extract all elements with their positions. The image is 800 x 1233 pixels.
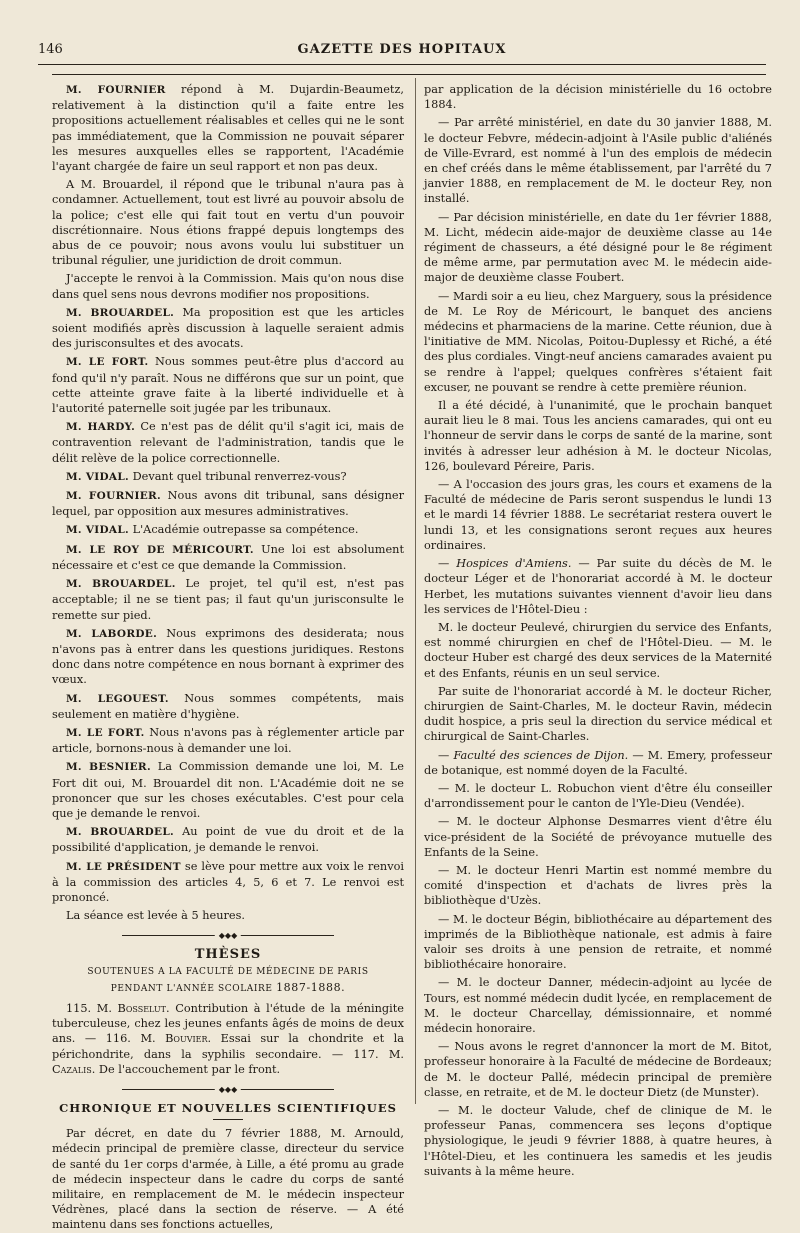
paragraph: M. VIDAL. L'Académie outrepasse sa compétence. [66, 523, 359, 537]
section-ornament: ◆◆◆ [52, 931, 404, 940]
paragraph: M. BROUARDEL. Au point de vue du droit et de la possibilité d'application, je demande le renvoi. [52, 825, 405, 855]
speaker: M. LE FORT. [66, 726, 145, 739]
paragraph: M. LE FORT. Nous sommes peut-être plus d'accord au fond qu'il n'y paraît. Nous ne différons que sur un point, que cette atteinte grave faite à la liberté individuelle et à l'autorité paternelle soit jugée par les tribunaux. [52, 355, 404, 416]
paragraph: Il a été décidé, à l'unanimité, que le prochain banquet aurait lieu le 8 mai. Tous les anciens camarades, qui ont eu l'honneur de servir dans le corps de santé de la marine, sont invités à adresser leur adhésion à M. le docteur Nicolas, 126, boulevard Péreire, Paris. [424, 399, 772, 473]
paragraph: — Hospices d'Amiens. — Par suite du décès de M. le docteur Léger et de l'honorariat accordé à M. le docteur Herbet, les mutations suivantes viennent d'avoir lieu dans les services de l'Hôtel-Dieu : [424, 557, 772, 616]
paragraph: — M. le docteur Bégin, bibliothécaire au département des imprimés de la Bibliothèque nationale, est admis à faire valoir ses droits à une pension de retraite, et nommé bibliothécaire honoraire. [424, 912, 772, 972]
speaker: M. VIDAL. [66, 470, 129, 483]
theses-subtitle-2: PENDANT L'ANNÉE SCOLAIRE 1887-1888. [110, 980, 346, 994]
paragraph: M. BROUARDEL. Le projet, tel qu'il est, n'est pas acceptable; il ne se tient pas; il faut qu'un jurisconsulte le remette sur pied. [52, 577, 404, 622]
paragraph: J'accepte le renvoi à la Commission. Mais qu'on nous dise dans quel sens nous devrons modifier nos propositions. [52, 272, 404, 301]
paragraph: M. LEGOUEST. Nous sommes compétents, mais seulement en matière d'hygiène. [52, 691, 404, 721]
theses-subtitle: SOUTENUES A LA FACULTÉ DE MÉDECINE DE PARIS [87, 966, 369, 977]
theses-list: 115. M. Bosselut. Contribution à l'étude de la méningite tuberculeuse, chez les jeunes enfants âgés de moins de deux ans. — 116. M. Bouvier. Essai sur la chondrite et la périchondrite, dans la syphilis secondaire. — 117. M. Cazalis. De l'accouchement par le front. [52, 1001, 404, 1076]
column-divider [415, 78, 416, 1104]
paragraph: M. BROUARDEL. Ma proposition est que les articles soient modifiés après discussion à laquelle seraient admis des jurisconsultes et des avocats. [52, 305, 404, 351]
speaker: M. BROUARDEL. [66, 826, 174, 839]
paragraph: — M. le docteur L. Robuchon vient d'être élu conseiller d'arrondissement pour le canton de l'Yle-Dieu (Vendée). [424, 781, 772, 811]
item-heading: Hospices d'Amiens. [456, 557, 572, 571]
paragraph: M. LE PRÉSIDENT se lève pour mettre aux voix le renvoi à la commission des articles 4, 5, 6 et 7. Le renvoi est prononcé. [52, 859, 404, 904]
speaker: M. LEGOUEST. [66, 692, 169, 705]
speaker: M. LABORDE. [66, 627, 158, 640]
paragraph: par application de la décision ministérielle du 16 octobre 1884. [424, 83, 772, 112]
page-header [38, 40, 766, 65]
paragraph: — Par arrêté ministériel, en date du 30 janvier 1888, M. le docteur Febvre, médecin-adjoint à l'Asile public d'aliénés de Ville-Evrard, est nommé à l'un des emplois de médecin en chef créés dans le même établissement, par l'arrêté du 7 janvier 1888, en remplacement de M. le docteur Rey, non installé. [424, 116, 772, 206]
speaker: M. BROUARDEL. [66, 578, 176, 591]
right-column [424, 82, 772, 1178]
page-number: 146 [38, 42, 63, 57]
paragraph: M. HARDY. Ce n'est pas de délit qu'il s'agit ici, mais de contravention relevant de l'administration, tandis que le délit relève de la police correctionnelle. [52, 420, 404, 465]
speaker: M. FOURNIER [66, 84, 166, 96]
paragraph: M. BESNIER. La Commission demande une loi, M. Le Fort dit oui, M. Brouardel dit non. L'Académie doit ne se prononcer que sur les choses exécutables. C'est pour cela que je demande le renvoi. [52, 760, 404, 820]
paragraph: M. LABORDE. Nous exprimons des desiderata; nous n'avons pas à entrer dans les questions juridiques. Restons donc dans notre compétence en nous bornant à exprimer des vœux. [52, 626, 404, 687]
speaker: M. FOURNIER. [66, 490, 161, 503]
paragraph: — M. le docteur Alphonse Desmarres vient d'être élu vice-président de la Société de prévoyance mutuelle des Enfants de la Seine. [424, 815, 772, 859]
paragraph: — Mardi soir a eu lieu, chez Marguery, sous la présidence de M. Le Roy de Méricourt, le banquet des anciens médecins et pharmaciens de la marine. Cette réunion, due à l'initiative de MM. Nicolas, Poitou-Duplessy et Riché, a été des plus cordiales. Vingt-neuf anciens camarades avaient pu se rendre à l'appel; quelques confrères s'étaient fait excuser, ne pouvant se rendre à cette première réunion. [424, 289, 772, 394]
speaker: M. BROUARDEL. [66, 306, 175, 319]
paragraph: La séance est levée à 5 heures. [66, 909, 245, 923]
paragraph: M. LE ROY DE MÉRICOURT. Une loi est absolument nécessaire et c'est ce que demande la Commission. [52, 542, 404, 572]
paragraph: — Par décision ministérielle, en date du 1er février 1888, M. Licht, médecin aide-major de deuxième classe au 14e régiment de chasseurs, a été désigné pour le 8e régiment de même arme, par permutation avec M. le médecin aide-major de deuxième classe Foubert. [424, 210, 772, 285]
title-rule [213, 1119, 243, 1120]
paragraph: — M. le docteur Danner, médecin-adjoint au lycée de Tours, est nommé médecin dudit lycée, en remplacement de M. le docteur Charcellay, démissionnaire, et nommé médecin honoraire. [424, 976, 772, 1035]
left-column [52, 82, 405, 1232]
running-title: GAZETTE DES HOPITAUX [297, 42, 507, 57]
paragraph: M. le docteur Peulevé, chirurgien du service des Enfants, est nommé chirurgien en chef de l'Hôtel-Dieu. — M. le docteur Huber est chargé des deux services de la Maternité et des Enfants, réunis en un seul service. [424, 620, 772, 680]
paragraph: M. FOURNIER. Nous avons dit tribunal, sans désigner lequel, par opposition aux mesures administratives. [52, 489, 404, 519]
paragraph: — M. le docteur Henri Martin est nommé membre du comité d'inspection et d'achats de livres près la bibliothèque d'Uzès. [424, 863, 772, 908]
section-ornament: ◆◆◆ [52, 1085, 404, 1094]
header-rule [52, 74, 766, 75]
paragraph: M. FOURNIER répond à M. Dujardin-Beaumetz, relativement à la distinction qu'il a faite entre les propositions actuellement réalisables et celles qui ne le sont pas immédiatement, que la Commission ne pouvait séparer les mesures auxquelles elles se rapportent, l'Académie l'ayant chargée de faire un seul rapport et non pas deux. [52, 83, 404, 174]
speaker: M. LE ROY DE MÉRICOURT. [66, 543, 254, 556]
item-heading: Faculté des sciences de Dijon. [453, 748, 629, 762]
paragraph: — A l'occasion des jours gras, les cours et examens de la Faculté de médecine de Paris seront suspendus le lundi 13 et le mardi 14 février 1888. Le secrétariat restera ouvert le lundi 13, et les consignations seront reçues aux heures ordinaires. [424, 478, 772, 552]
speaker: M. VIDAL. [66, 524, 129, 537]
paragraph: Par décret, en date du 7 février 1888, M. Arnould, médecin principal de première classe, directeur du service de santé du 1er corps d'armée, à Lille, a été promu au grade de médecin inspecteur dans le cadre du corps de santé militaire, en remplacement de M. le médecin inspecteur Védrènes, placé dans la section de réserve. — A été maintenu dans ses fonctions actuelles, [52, 1127, 404, 1232]
theses-title: THÈSES [194, 947, 262, 963]
paragraph: Par suite de l'honorariat accordé à M. le docteur Richer, chirurgien de Saint-Charles, M. le docteur Ravin, médecin dudit hospice, a pris seul la direction du service médical et chirurgical de Saint-Charles. [424, 684, 772, 744]
paragraph: — Nous avons le regret d'annoncer la mort de M. Bitot, professeur honoraire à la Faculté de médecine de Bordeaux; de M. le docteur Pallé, médecin principal de première classe, en retraite, et de M. le docteur Dietz (de Munster). [424, 1040, 772, 1099]
speaker: M. BESNIER. [66, 761, 151, 774]
chronique-title: CHRONIQUE ET NOUVELLES SCIENTIFIQUES [59, 1100, 397, 1115]
speaker: M. LE PRÉSIDENT [66, 860, 181, 873]
paragraph: A M. Brouardel, il répond que le tribunal n'aura pas à condamner. Actuellement, tout est livré au pouvoir absolu de la police; c'est elle qui fait tout en vertu d'un pouvoir discrétionnaire. Nous étions frappé depuis longtemps des abus de ce pouvoir; nous avons voulu lui substituer un tribunal régulier, une juridiction de droit commun. [52, 178, 404, 268]
paragraph: M. VIDAL. Devant quel tribunal renverrez-vous? [66, 469, 347, 483]
speaker: M. HARDY. [66, 421, 136, 434]
paragraph: — Faculté des sciences de Dijon. — M. Emery, professeur de botanique, est nommé doyen de la Faculté. [424, 748, 772, 777]
paragraph: — M. le docteur Valude, chef de clinique de M. le professeur Panas, commencera ses leçons d'optique physiologique, le jeudi 9 février 1888, à quatre heures, à l'Hôtel-Dieu, et les continuera les samedis et les jeudis suivants à la même heure. [424, 1104, 772, 1178]
paragraph: M. LE FORT. Nous n'avons pas à réglementer article par article, bornons-nous à demander une loi. [52, 725, 404, 756]
speaker: M. LE FORT. [66, 356, 149, 369]
